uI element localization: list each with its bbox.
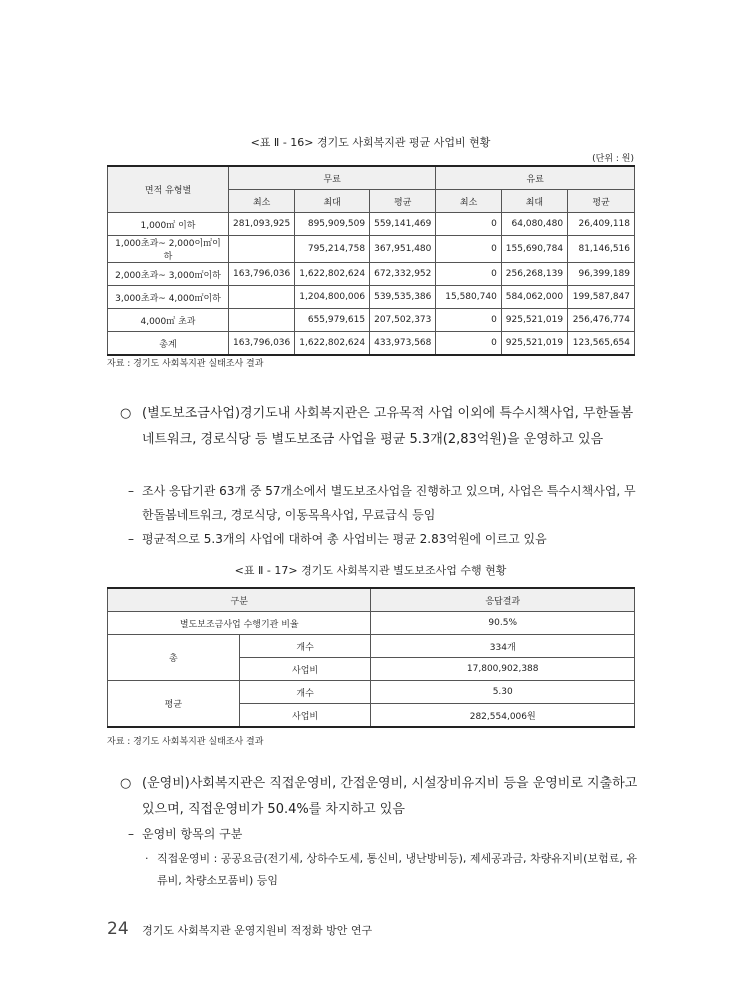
- paragraph-operating-cost: [120, 771, 640, 823]
- table17-header-result: 응답결과: [371, 588, 635, 612]
- cell: 282,554,006원: [371, 704, 635, 728]
- circle-bullet-icon: ○: [120, 776, 132, 791]
- table16-subheader: 최대: [295, 190, 370, 213]
- table-row: [108, 309, 635, 332]
- table-row: [108, 681, 635, 704]
- table-row: [108, 332, 635, 356]
- table-row: [108, 236, 635, 263]
- row-label: 2,000초과~ 3,000㎡이하: [108, 263, 229, 286]
- row-label: 평균: [108, 681, 240, 728]
- table16-caption: <표 Ⅱ - 16> 경기도 사회복지관 평균 사업비 현황: [250, 136, 491, 149]
- circle-bullet-icon: ○: [120, 406, 132, 421]
- paragraph-separate-subsidy: [120, 401, 640, 453]
- paragraph-text: (별도보조금사업)경기도내 사회복지관은 고유목적 사업 이외에 특수시책사업, 무한돌봄네트워크, 경로식당 등 별도보조금 사업을 평균 5.3개(2,83억원)을 운영하고 있음: [142, 406, 634, 447]
- cell: 281,093,925: [229, 213, 295, 236]
- row-label: 별도보조금사업 수행기관 비율: [108, 612, 371, 635]
- cell: 584,062,000: [501, 286, 567, 309]
- page-number: 24: [107, 919, 129, 939]
- table17-caption: <표 Ⅱ - 17> 경기도 사회복지관 별도보조사업 수행 현황: [234, 564, 507, 577]
- cell: 0: [436, 309, 501, 332]
- paragraph-text: (운영비)사회복지관은 직접운영비, 간접운영비, 시설장비유지비 등을 운영비로 지출하고 있으며, 직접운영비가 50.4%를 차지하고 있음: [142, 776, 638, 817]
- cell: 163,796,036: [229, 332, 295, 356]
- cell: 5.30: [371, 681, 635, 704]
- dash-bullet-icon: –: [128, 827, 134, 841]
- table16-header-free: 무료: [229, 166, 436, 190]
- cell: [229, 309, 295, 332]
- table17: [107, 587, 635, 728]
- row-label: 총: [108, 635, 240, 681]
- footer-title: 경기도 사회복지관 운영지원비 적정화 방안 연구: [142, 924, 373, 937]
- cell: 256,268,139: [501, 263, 567, 286]
- cell: 655,979,615: [295, 309, 370, 332]
- cell: 1,204,800,006: [295, 286, 370, 309]
- table16-header-category: 면적 유형별: [108, 166, 229, 213]
- table16-subheader: 평균: [568, 190, 635, 213]
- cell: 207,502,373: [370, 309, 436, 332]
- cell: 90.5%: [371, 612, 635, 635]
- table16-subheader: 최소: [436, 190, 501, 213]
- table17-source: 자료 : 경기도 사회복지관 실태조사 결과: [107, 737, 264, 747]
- cell: 1,622,802,624: [295, 263, 370, 286]
- cell: 795,214,758: [295, 236, 370, 263]
- cell: 15,580,740: [436, 286, 501, 309]
- cell: 0: [436, 332, 501, 356]
- cell: 0: [436, 263, 501, 286]
- row-sublabel: 사업비: [239, 704, 371, 728]
- table-row: [108, 612, 635, 635]
- cell: 0: [436, 213, 501, 236]
- row-label: 4,000㎡ 초과: [108, 309, 229, 332]
- table16-header-paid: 유료: [436, 166, 635, 190]
- cell: 539,535,386: [370, 286, 436, 309]
- cell: [229, 286, 295, 309]
- cell: [229, 236, 295, 263]
- row-sublabel: 개수: [239, 635, 371, 658]
- cell: 64,080,480: [501, 213, 567, 236]
- dash-bullet-icon: –: [128, 532, 134, 546]
- cell: 334개: [371, 635, 635, 658]
- cell: 367,951,480: [370, 236, 436, 263]
- dash-item: [128, 822, 640, 846]
- cell: 925,521,019: [501, 309, 567, 332]
- cell: 672,332,952: [370, 263, 436, 286]
- table16-subheader: 평균: [370, 190, 436, 213]
- dash-bullet-icon: –: [128, 484, 134, 498]
- table-row: [108, 213, 635, 236]
- cell: 155,690,784: [501, 236, 567, 263]
- cell: 925,521,019: [501, 332, 567, 356]
- dash-text: 평균적으로 5.3개의 사업에 대하여 총 사업비는 평균 2.83억원에 이르고 있음: [142, 532, 547, 546]
- cell: 0: [436, 236, 501, 263]
- cell: 81,146,516: [568, 236, 635, 263]
- table16-unit: (단위 : 원): [592, 154, 634, 164]
- row-sublabel: 개수: [239, 681, 371, 704]
- cell: 433,973,568: [370, 332, 436, 356]
- cell: 17,800,902,388: [371, 658, 635, 681]
- dash-item: [128, 527, 640, 551]
- table-row: [108, 286, 635, 309]
- row-label: 총계: [108, 332, 229, 356]
- dot-bullet-icon: ·: [145, 852, 149, 865]
- cell: 559,141,469: [370, 213, 436, 236]
- dash-text: 조사 응답기관 63개 중 57개소에서 별도보조사업을 진행하고 있으며, 사업은 특수시책사업, 무한돌봄네트워크, 경로식당, 이동목욕사업, 무료급식 등임: [142, 484, 636, 522]
- cell: 163,796,036: [229, 263, 295, 286]
- table17-header-category: 구분: [108, 588, 371, 612]
- dash-text: 운영비 항목의 구분: [142, 827, 243, 841]
- row-label: 3,000초과~ 4,000㎡이하: [108, 286, 229, 309]
- cell: 895,909,509: [295, 213, 370, 236]
- cell: 26,409,118: [568, 213, 635, 236]
- cell: 96,399,189: [568, 263, 635, 286]
- row-label: 1,000초과~ 2,000이㎡이하: [108, 236, 229, 263]
- cell: 1,622,802,624: [295, 332, 370, 356]
- row-sublabel: 사업비: [239, 658, 371, 681]
- sub-item: [145, 848, 640, 892]
- dash-item: [128, 479, 640, 527]
- table-row: [108, 635, 635, 658]
- table16-source: 자료 : 경기도 사회복지관 실태조사 결과: [107, 359, 264, 369]
- page-footer: [107, 919, 372, 939]
- table16-subheader: 최대: [501, 190, 567, 213]
- table16: [107, 165, 635, 356]
- table-row: [108, 263, 635, 286]
- row-label: 1,000㎡ 이하: [108, 213, 229, 236]
- cell: 256,476,774: [568, 309, 635, 332]
- cell: 199,587,847: [568, 286, 635, 309]
- cell: 123,565,654: [568, 332, 635, 356]
- table16-subheader: 최소: [229, 190, 295, 213]
- sub-text: 직접운영비 : 공공요금(전기세, 상하수도세, 통신비, 냉난방비등), 제세공과금, 차량유지비(보험료, 유류비, 차량소모품비) 등임: [157, 852, 637, 887]
